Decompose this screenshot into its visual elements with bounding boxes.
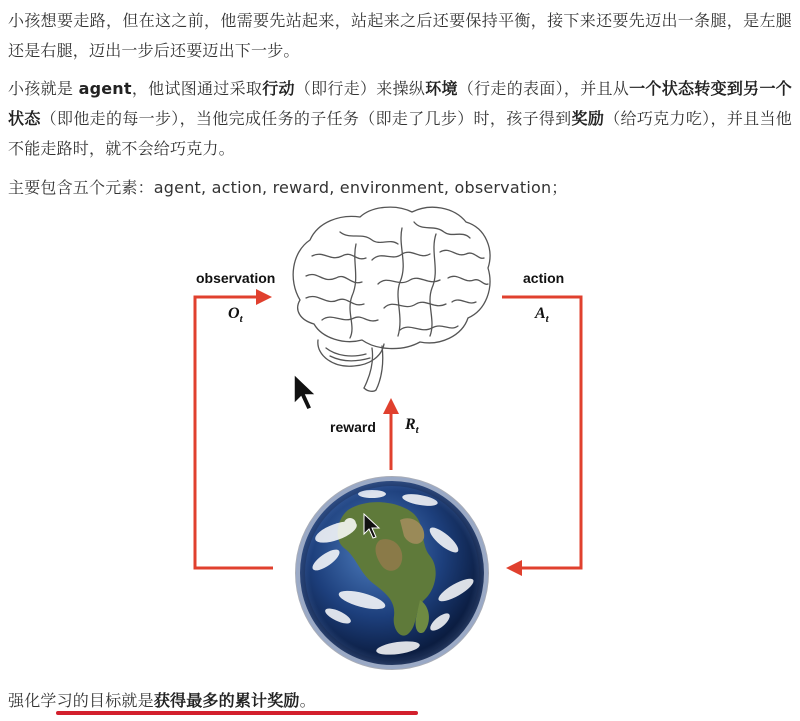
reward-symbol-letter: R xyxy=(405,416,416,433)
red-underline-annotation xyxy=(56,711,418,715)
action-arrow xyxy=(502,297,581,576)
text-span: （即行走）来操纵 xyxy=(294,79,426,98)
reward-symbol xyxy=(405,416,419,436)
text-span: 。 xyxy=(299,691,316,710)
observation-arrow xyxy=(195,289,273,568)
bold-reward: 奖励 xyxy=(571,109,605,128)
action-symbol xyxy=(535,305,549,325)
observation-symbol-sub: t xyxy=(239,313,243,326)
reward-label: reward xyxy=(330,419,376,435)
text-span: （行走的表面），并且从 xyxy=(457,79,630,98)
brain-icon xyxy=(293,207,490,391)
action-symbol-sub: t xyxy=(545,313,549,326)
observation-label: observation xyxy=(196,270,276,286)
bold-goal: 获得最多的累计奖励 xyxy=(153,691,300,710)
intro-paragraph: 小孩想要走路，但在这之前，他需要先站起来，站起来之后还要保持平衡，接下来还要先迈出一条腿，是左腿还是右腿，迈出一步后还要迈出下一步。 xyxy=(8,11,792,60)
reward-symbol-sub: t xyxy=(415,424,419,437)
bold-action: 行动 xyxy=(262,79,295,98)
earth-icon xyxy=(296,477,488,669)
text-span: ，他试图通过采取 xyxy=(131,79,263,98)
observation-symbol-letter: O xyxy=(228,305,240,322)
text-span: （即他走的每一步），当他完成任务的子任务（即走了几步）时，孩子得到 xyxy=(40,109,572,128)
reward-arrow xyxy=(383,398,399,470)
elements-paragraph: 主要包含五个元素：agent, action, reward, environment, observation； xyxy=(8,178,568,197)
bold-agent: agent xyxy=(78,79,132,98)
text-span: 强化学习的目标就是 xyxy=(8,691,154,710)
text-span: 小孩就是 xyxy=(8,79,79,98)
observation-symbol xyxy=(228,305,243,325)
bold-state-transition: 一个状态转变到另一个状态 xyxy=(8,79,792,128)
action-symbol-letter: A xyxy=(535,305,546,322)
mouse-cursor-icon xyxy=(294,374,316,410)
bold-environment: 环境 xyxy=(425,79,458,98)
text-span: （给巧克力吃），并且当他不能走路时，就不会给巧克力。 xyxy=(8,109,793,158)
action-label: action xyxy=(523,270,565,286)
